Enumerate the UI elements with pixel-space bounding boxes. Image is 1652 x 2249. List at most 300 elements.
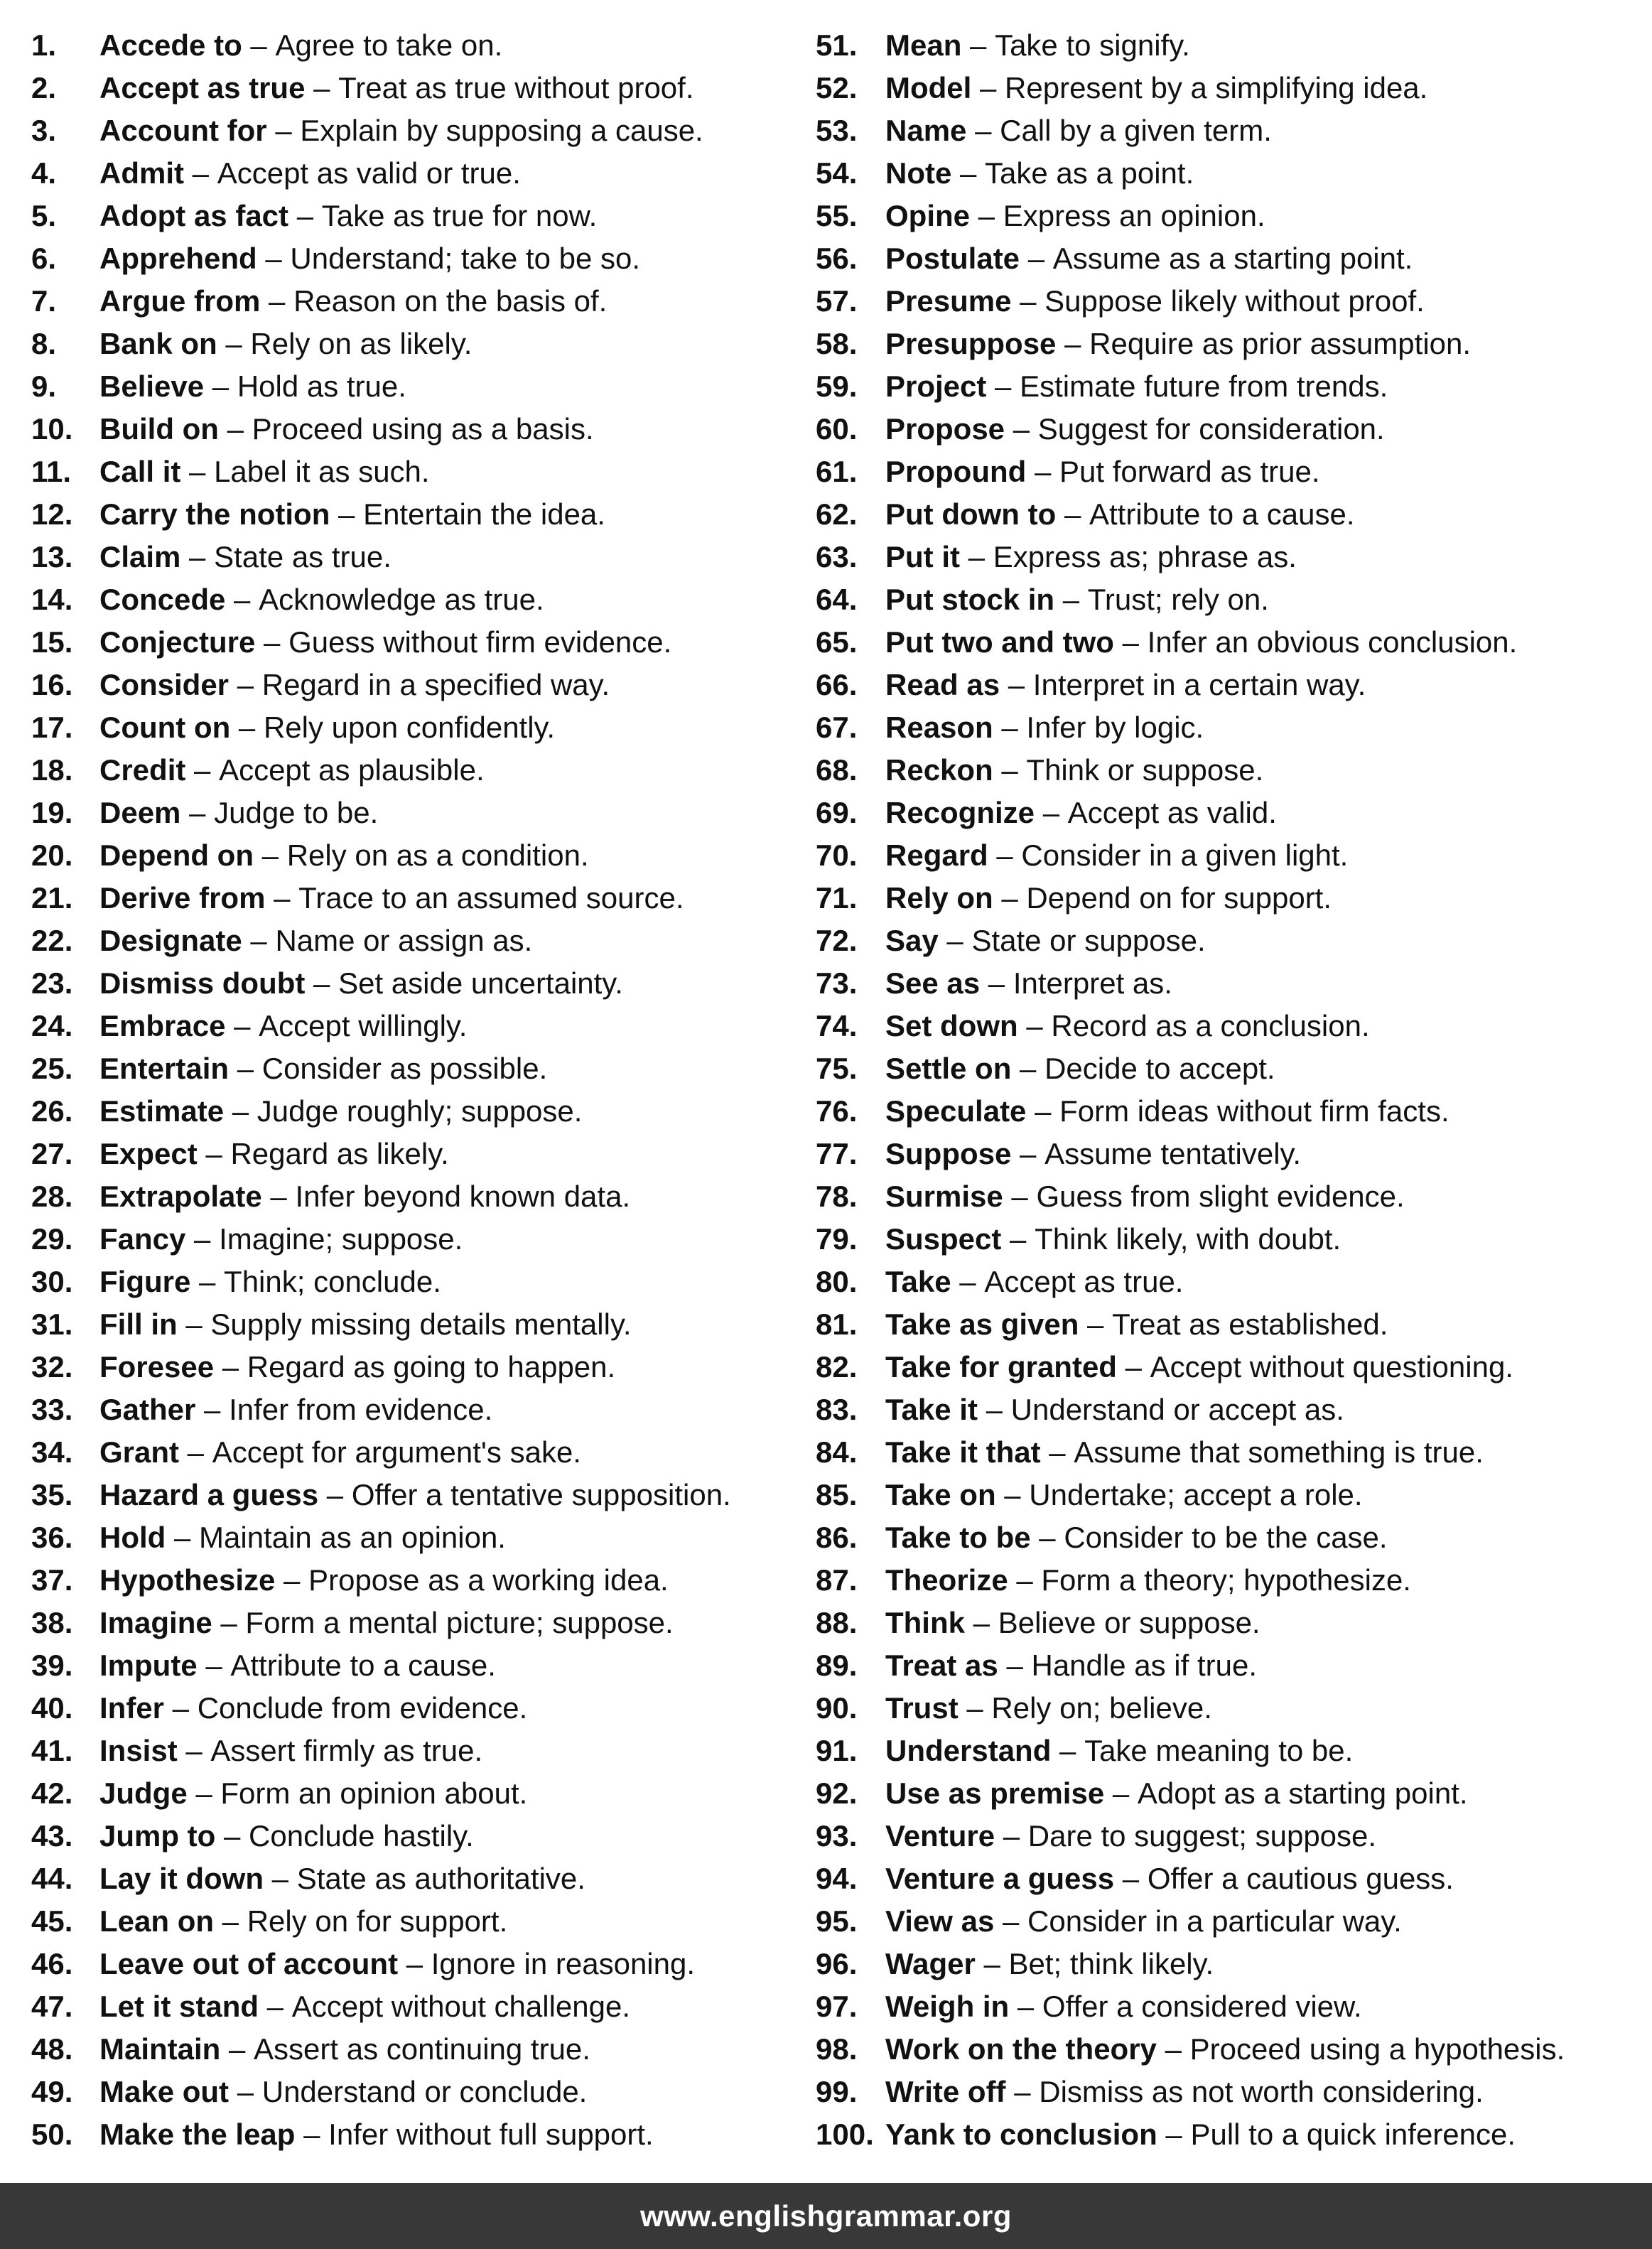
item-term: Lay it down (99, 1862, 264, 1895)
item-definition: Hold as true. (237, 370, 406, 403)
item-separator: – (938, 924, 972, 957)
list-item (31, 1815, 806, 1857)
item-number: 90. (816, 1691, 858, 1725)
item-number: 91. (816, 1734, 858, 1767)
item-definition: Label it as such. (214, 455, 430, 488)
item-definition: Accept as valid or true. (217, 156, 521, 190)
item-number: 70. (816, 838, 858, 872)
item-definition: Adopt as a starting point. (1137, 1776, 1468, 1810)
footer-website-url[interactable]: www.englishgrammar.org (640, 2199, 1012, 2233)
item-number: 19. (31, 796, 73, 829)
item-definition: Trace to an assumed source. (298, 881, 684, 915)
item-term: Count on (99, 711, 231, 744)
item-separator: – (975, 1947, 1009, 1980)
item-definition: Treat as established. (1112, 1307, 1388, 1341)
item-separator: – (951, 1265, 985, 1298)
word-list-column-right (816, 24, 1640, 2156)
item-term: Maintain (99, 2032, 221, 2066)
item-term: Mean (885, 28, 962, 62)
item-definition: Infer by logic. (1026, 711, 1204, 744)
item-number: 99. (816, 2075, 858, 2108)
list-item (31, 67, 806, 109)
item-separator: – (215, 1819, 249, 1852)
item-term: Extrapolate (99, 1180, 262, 1213)
item-definition: Consider in a particular way. (1027, 1904, 1402, 1938)
item-definition: Supply missing details mentally. (210, 1307, 632, 1341)
item-term: Recognize (885, 796, 1035, 829)
item-definition: Set aside uncertainty. (338, 966, 623, 1000)
word-list-column-left (31, 24, 806, 2156)
item-separator: – (229, 668, 262, 701)
item-term: Regard (885, 838, 988, 872)
item-number: 29. (31, 1222, 73, 1256)
list-item (816, 280, 1640, 323)
list-item (31, 1090, 806, 1133)
item-definition: Offer a tentative supposition. (351, 1478, 731, 1511)
list-item (816, 408, 1640, 451)
item-definition: Regard in a specified way. (261, 668, 610, 701)
item-number: 51. (816, 28, 858, 62)
list-item (816, 792, 1640, 834)
list-item (816, 919, 1640, 962)
item-term: Call it (99, 455, 181, 488)
item-number: 49. (31, 2075, 73, 2108)
item-term: Think (885, 1606, 965, 1639)
list-item (31, 792, 806, 834)
item-definition: Depend on for support. (1026, 881, 1332, 915)
item-definition: Reason on the basis of. (293, 284, 608, 318)
item-term: Account for (99, 114, 267, 147)
list-item (816, 962, 1640, 1005)
item-number: 21. (31, 881, 73, 915)
item-term: Put it (885, 540, 960, 573)
item-number: 75. (816, 1052, 858, 1085)
item-definition: Believe or suppose. (998, 1606, 1260, 1639)
item-number: 81. (816, 1307, 858, 1341)
item-term: Read as (885, 668, 1000, 701)
item-number: 55. (816, 199, 858, 232)
list-item (816, 664, 1640, 706)
list-item (31, 1943, 806, 1985)
item-definition: Attribute to a cause. (230, 1649, 496, 1682)
list-item (816, 1218, 1640, 1261)
item-separator: – (177, 1734, 211, 1767)
item-term: Opine (885, 199, 971, 232)
list-item (31, 2113, 806, 2156)
item-separator: – (318, 1478, 352, 1511)
list-item (31, 323, 806, 365)
item-number: 7. (31, 284, 57, 318)
item-number: 15. (31, 625, 73, 659)
item-separator: – (220, 2032, 254, 2066)
item-definition: Assume that something is true. (1074, 1435, 1484, 1469)
item-number: 68. (816, 753, 858, 787)
item-definition: Consider as possible. (261, 1052, 548, 1085)
item-separator: – (1056, 497, 1089, 531)
list-item (31, 1985, 806, 2028)
item-term: Insist (99, 1734, 178, 1767)
list-item (816, 1687, 1640, 1730)
item-term: Postulate (885, 242, 1020, 275)
item-separator: – (180, 796, 215, 829)
list-item (31, 1687, 806, 1730)
item-definition: Form ideas without firm facts. (1059, 1094, 1449, 1128)
item-term: Impute (99, 1649, 198, 1682)
item-definition: Attribute to a cause. (1089, 497, 1355, 531)
list-item (816, 1772, 1640, 1815)
item-definition: Accept without questioning. (1150, 1350, 1513, 1384)
item-term: Work on the theory (885, 2032, 1157, 2066)
item-definition: Imagine; suppose. (219, 1222, 463, 1256)
item-separator: – (177, 1307, 211, 1341)
item-separator: – (970, 199, 1003, 232)
item-separator: – (1000, 668, 1033, 701)
list-item (816, 2028, 1640, 2071)
item-definition: Maintain as an opinion. (199, 1521, 506, 1554)
list-item (31, 1516, 806, 1559)
item-separator: – (1001, 1222, 1035, 1256)
item-definition: Interpret as. (1013, 966, 1172, 1000)
item-number: 80. (816, 1265, 858, 1298)
item-term: Embrace (99, 1009, 226, 1042)
item-definition: Form a mental picture; suppose. (245, 1606, 674, 1639)
item-separator: – (230, 711, 264, 744)
item-number: 94. (816, 1862, 858, 1895)
item-term: Name (885, 114, 967, 147)
item-definition: Judge roughly; suppose. (257, 1094, 583, 1128)
item-definition: Bet; think likely. (1008, 1947, 1214, 1980)
item-separator: – (1035, 796, 1068, 829)
item-number: 9. (31, 370, 57, 403)
item-separator: – (1030, 1521, 1064, 1554)
item-number: 83. (816, 1393, 858, 1426)
list-item (816, 365, 1640, 408)
item-separator: – (965, 1606, 998, 1639)
item-separator: – (179, 1435, 212, 1469)
item-number: 62. (816, 497, 858, 531)
item-number: 88. (816, 1606, 858, 1639)
item-number: 57. (816, 284, 858, 318)
item-separator: – (1104, 1776, 1138, 1810)
item-term: Believe (99, 370, 205, 403)
list-item (816, 24, 1640, 67)
list-item (31, 2028, 806, 2071)
item-term: Claim (99, 540, 181, 573)
item-term: Venture a guess (885, 1862, 1115, 1895)
list-item (816, 1431, 1640, 1474)
item-term: Write off (885, 2075, 1006, 2108)
item-number: 100. (816, 2118, 874, 2151)
item-definition: Dismiss as not worth considering. (1039, 2075, 1484, 2108)
item-separator: – (993, 881, 1027, 915)
item-separator: – (225, 583, 259, 616)
item-term: Yank to conclusion (885, 2118, 1157, 2151)
item-separator: – (1009, 1990, 1042, 2023)
item-separator: – (988, 838, 1022, 872)
item-separator: – (1026, 455, 1059, 488)
item-separator: – (305, 966, 339, 1000)
item-term: Judge (99, 1776, 188, 1810)
item-term: Hazard a guess (99, 1478, 319, 1511)
item-number: 46. (31, 1947, 73, 1980)
item-number: 5. (31, 199, 57, 232)
item-definition: Conclude from evidence. (197, 1691, 528, 1725)
item-separator: – (214, 1904, 247, 1938)
item-number: 16. (31, 668, 73, 701)
item-term: Imagine (99, 1606, 212, 1639)
item-number: 17. (31, 711, 73, 744)
list-item (31, 1857, 806, 1900)
item-number: 86. (816, 1521, 858, 1554)
item-term: Apprehend (99, 242, 257, 275)
list-item (816, 834, 1640, 877)
item-definition: Take as true for now. (321, 199, 598, 232)
list-item (816, 1644, 1640, 1687)
list-item (816, 109, 1640, 152)
item-term: Reckon (885, 753, 993, 787)
list-item (816, 2113, 1640, 2156)
item-separator: – (1157, 2118, 1191, 2151)
list-item (816, 1047, 1640, 1090)
item-definition: Agree to take on. (275, 28, 503, 62)
item-number: 97. (816, 1990, 858, 2023)
item-term: Adopt as fact (99, 199, 289, 232)
item-number: 66. (816, 668, 858, 701)
list-item (816, 1474, 1640, 1516)
list-item (816, 67, 1640, 109)
item-term: Dismiss doubt (99, 966, 306, 1000)
item-term: Make out (99, 2075, 230, 2108)
item-term: Estimate (99, 1094, 225, 1128)
item-number: 61. (816, 455, 858, 488)
list-item (816, 621, 1640, 664)
item-separator: – (1017, 1009, 1052, 1042)
item-definition: Trust; rely on. (1087, 583, 1269, 616)
item-term: Depend on (99, 838, 254, 872)
item-separator: – (184, 156, 217, 190)
item-definition: Judge to be. (214, 796, 379, 829)
item-term: Argue from (99, 284, 261, 318)
item-number: 89. (816, 1649, 858, 1682)
item-number: 95. (816, 1904, 858, 1938)
item-definition: Pull to a quick inference. (1190, 2118, 1516, 2151)
list-item (816, 1900, 1640, 1943)
item-term: Jump to (99, 1819, 216, 1852)
item-term: Concede (99, 583, 226, 616)
item-separator: – (257, 242, 291, 275)
list-item (816, 195, 1640, 237)
item-separator: – (980, 966, 1013, 1000)
item-definition: Ignore in reasoning. (431, 1947, 696, 1980)
item-definition: Assert as continuing true. (254, 2032, 590, 2066)
item-definition: Express as; phrase as. (993, 540, 1297, 573)
list-item (816, 578, 1640, 621)
list-item (31, 195, 806, 237)
item-separator: – (260, 284, 294, 318)
item-number: 78. (816, 1180, 858, 1213)
list-item (816, 2071, 1640, 2113)
item-term: Note (885, 156, 952, 190)
item-definition: Propose as a working idea. (308, 1563, 669, 1597)
item-separator: – (1079, 1307, 1113, 1341)
item-definition: Accept for argument's sake. (212, 1435, 581, 1469)
item-definition: Interpret in a certain way. (1032, 668, 1366, 701)
item-definition: Record as a conclusion. (1051, 1009, 1370, 1042)
list-item (31, 365, 806, 408)
list-item (816, 1261, 1640, 1303)
item-separator: – (254, 838, 287, 872)
item-separator: – (187, 1776, 221, 1810)
item-separator: – (1003, 1180, 1037, 1213)
item-number: 41. (31, 1734, 73, 1767)
list-item (816, 1730, 1640, 1772)
item-separator: – (994, 1904, 1028, 1938)
list-item (816, 1943, 1640, 1985)
item-definition: Guess from slight evidence. (1036, 1180, 1405, 1213)
item-term: Gather (99, 1393, 196, 1426)
item-term: Speculate (885, 1094, 1027, 1128)
item-number: 26. (31, 1094, 73, 1128)
item-separator: – (305, 71, 339, 104)
item-number: 58. (816, 327, 858, 360)
item-term: Take on (885, 1478, 996, 1511)
item-definition: Take meaning to be. (1084, 1734, 1354, 1767)
item-number: 3. (31, 114, 57, 147)
list-item (31, 24, 806, 67)
list-item (31, 1602, 806, 1644)
item-term: Wager (885, 1947, 976, 1980)
item-separator: – (971, 71, 1005, 104)
item-definition: Express an opinion. (1003, 199, 1265, 232)
item-number: 24. (31, 1009, 73, 1042)
item-term: Rely on (885, 881, 993, 915)
item-separator: – (242, 924, 276, 957)
item-number: 36. (31, 1521, 73, 1554)
item-term: Fill in (99, 1307, 178, 1341)
item-number: 98. (816, 2032, 858, 2066)
item-definition: Offer a considered view. (1042, 1990, 1362, 2023)
list-item (31, 834, 806, 877)
item-definition: Consider in a given light. (1021, 838, 1349, 872)
item-separator: – (959, 540, 993, 573)
item-definition: Explain by supposing a cause. (300, 114, 703, 147)
item-definition: Accept as valid. (1067, 796, 1277, 829)
item-definition: Understand; take to be so. (290, 242, 641, 275)
item-number: 56. (816, 242, 858, 275)
item-definition: Represent by a simplifying idea. (1005, 71, 1428, 104)
item-definition: State as true. (214, 540, 392, 573)
list-item (31, 1644, 806, 1687)
item-number: 74. (816, 1009, 858, 1042)
list-item (31, 408, 806, 451)
item-number: 32. (31, 1350, 73, 1384)
item-number: 48. (31, 2032, 73, 2066)
item-separator: – (995, 1819, 1028, 1852)
item-separator: – (951, 156, 986, 190)
item-term: Put stock in (885, 583, 1055, 616)
item-definition: Understand or conclude. (261, 2075, 588, 2108)
item-number: 72. (816, 924, 858, 957)
item-number: 23. (31, 966, 73, 1000)
item-term: Use as premise (885, 1776, 1105, 1810)
item-number: 52. (816, 71, 858, 104)
item-term: Let it stand (99, 1990, 259, 2023)
item-number: 84. (816, 1435, 858, 1469)
item-definition: Accept without challenge. (291, 1990, 631, 2023)
item-number: 50. (31, 2118, 73, 2151)
list-item (816, 1090, 1640, 1133)
item-number: 47. (31, 1990, 73, 2023)
item-separator: – (288, 199, 322, 232)
item-definition: Rely on as a condition. (286, 838, 589, 872)
list-item (31, 493, 806, 536)
item-number: 35. (31, 1478, 73, 1511)
list-item (31, 1474, 806, 1516)
item-term: Propose (885, 412, 1005, 446)
item-term: Presuppose (885, 327, 1057, 360)
list-item (31, 1005, 806, 1047)
footer-bar (0, 2183, 1652, 2249)
item-definition: Assume tentatively. (1044, 1137, 1302, 1170)
item-number: 13. (31, 540, 73, 573)
item-number: 18. (31, 753, 73, 787)
item-term: Designate (99, 924, 242, 957)
item-separator: – (977, 1393, 1011, 1426)
item-number: 6. (31, 242, 57, 275)
list-item (816, 877, 1640, 919)
item-definition: Estimate future from trends. (1020, 370, 1388, 403)
item-number: 12. (31, 497, 73, 531)
item-term: Make the leap (99, 2118, 296, 2151)
item-term: Trust (885, 1691, 959, 1725)
item-number: 40. (31, 1691, 73, 1725)
list-item (31, 109, 806, 152)
item-term: Understand (885, 1734, 1052, 1767)
item-number: 45. (31, 1904, 73, 1938)
item-term: Credit (99, 753, 186, 787)
item-separator: – (214, 1350, 247, 1384)
item-number: 30. (31, 1265, 73, 1298)
item-number: 71. (816, 881, 858, 915)
item-definition: Proceed using a hypothesis. (1189, 2032, 1565, 2066)
item-number: 96. (816, 1947, 858, 1980)
item-term: Put two and two (885, 625, 1114, 659)
item-number: 44. (31, 1862, 73, 1895)
item-number: 37. (31, 1563, 73, 1597)
list-item (816, 749, 1640, 792)
list-item (31, 1047, 806, 1090)
item-separator: – (1011, 1137, 1045, 1170)
list-item (31, 280, 806, 323)
item-term: Take (885, 1265, 951, 1298)
list-item (816, 237, 1640, 280)
item-definition: State as authoritative. (296, 1862, 585, 1895)
item-separator: – (190, 1265, 225, 1298)
item-separator: – (986, 370, 1020, 403)
list-item (31, 962, 806, 1005)
list-item (816, 1175, 1640, 1218)
item-separator: – (217, 327, 251, 360)
item-number: 92. (816, 1776, 858, 1810)
item-term: Figure (99, 1265, 191, 1298)
item-number: 25. (31, 1052, 73, 1085)
item-definition: Put forward as true. (1059, 455, 1320, 488)
item-definition: State or suppose. (971, 924, 1206, 957)
list-item (816, 1303, 1640, 1346)
item-separator: – (993, 711, 1027, 744)
item-definition: Guess without firm evidence. (288, 625, 672, 659)
item-separator: – (224, 1094, 257, 1128)
